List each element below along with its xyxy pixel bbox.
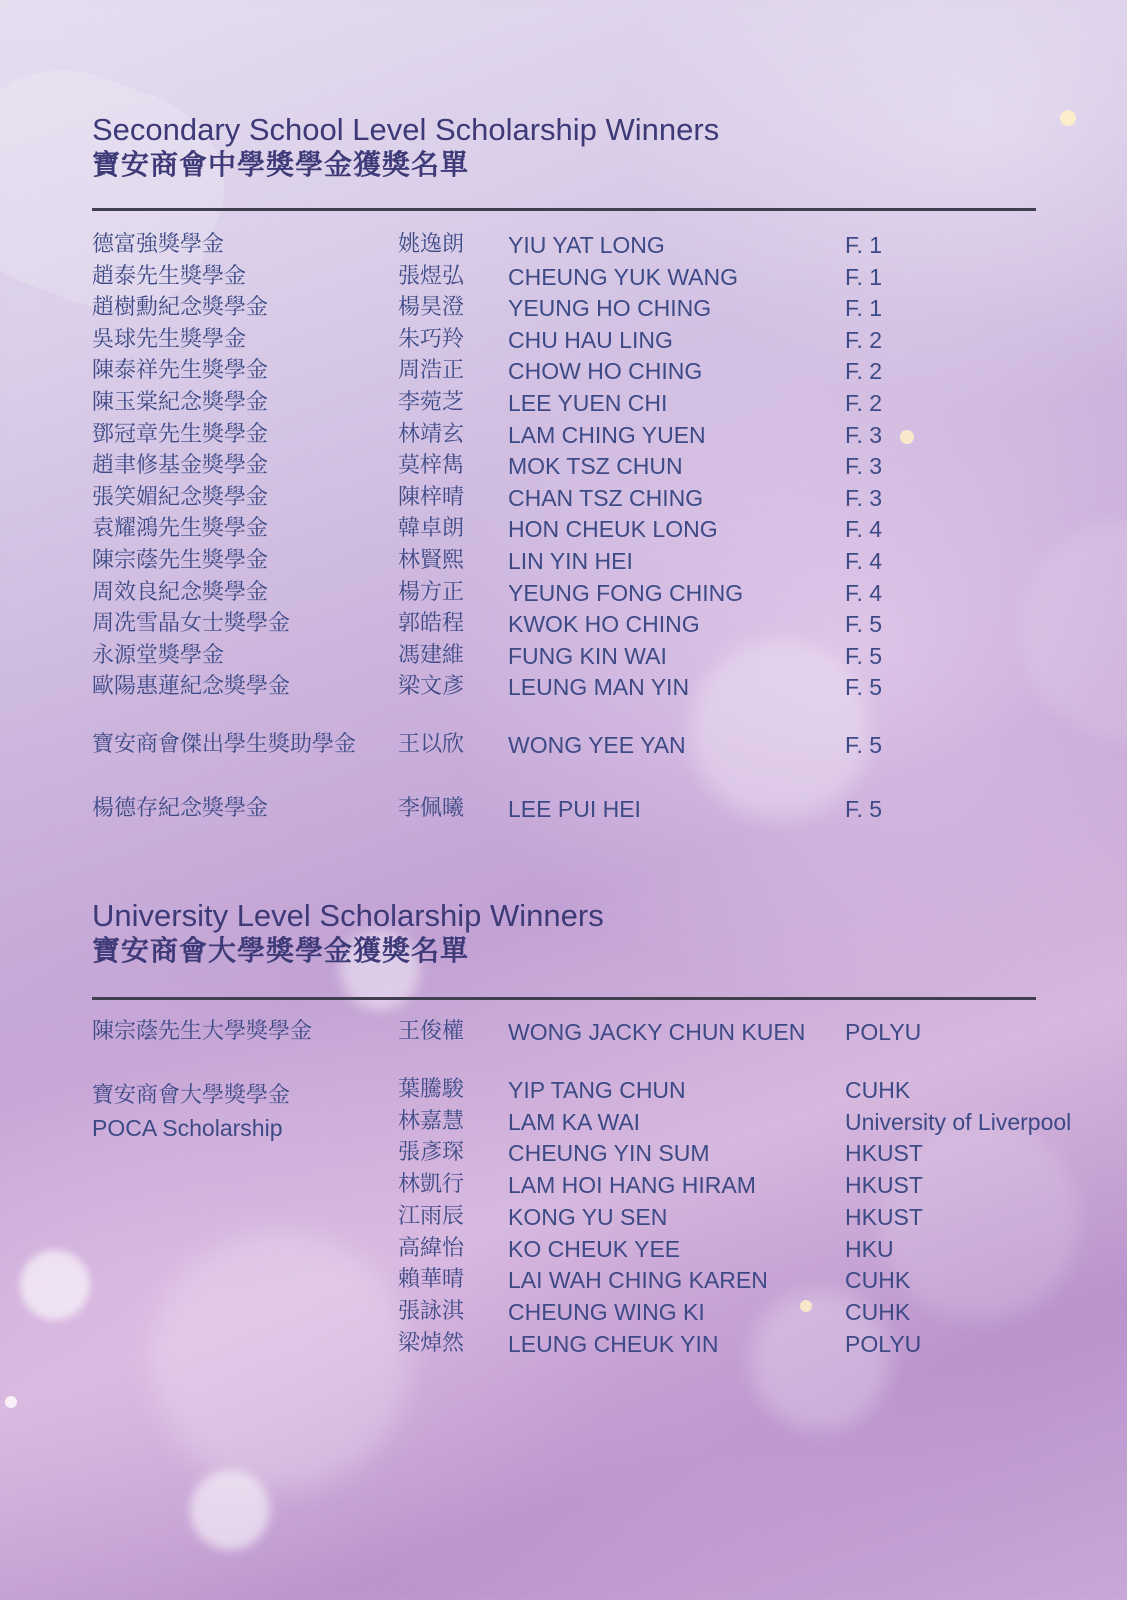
winner-name-zh: 林凱行: [398, 1172, 465, 1198]
winner-form-level: F. 5: [845, 732, 883, 758]
winner-name-zh: 陳梓晴: [398, 484, 465, 510]
table-row: [92, 1328, 1122, 1360]
winner-name-zh: 張詠淇: [398, 1298, 465, 1324]
winner-name-zh: 張煜弘: [398, 263, 465, 289]
winner-name-zh: 張彥琛: [398, 1140, 465, 1166]
winner-name-zh: 葉騰駿: [398, 1077, 465, 1102]
winner-name-zh: 韓卓朗: [398, 516, 465, 542]
winner-name-en: LEE PUI HEI: [508, 795, 641, 822]
award-name: 周效良紀念獎學金: [92, 579, 269, 605]
winner-name-en: YIP TANG CHUN: [508, 1077, 686, 1103]
winner-name-zh: 王以欣: [398, 732, 465, 757]
winner-name-en: MOK TSZ CHUN: [508, 453, 683, 480]
table-row: [92, 1296, 1122, 1328]
winner-school: University of Liverpool: [845, 1108, 1072, 1135]
award-name-en: POCA Scholarship: [92, 1115, 283, 1141]
table-row: [92, 450, 1122, 482]
winner-form-level: F. 4: [845, 548, 883, 574]
table-row: [92, 577, 1122, 609]
winner-name-en: CHOW HO CHING: [508, 358, 703, 385]
winner-form-level: F. 4: [845, 516, 883, 543]
winner-form-level: F. 1: [845, 232, 883, 258]
winner-name-zh: 周浩正: [398, 358, 465, 384]
winner-name-en: CHU HAU LING: [508, 326, 673, 353]
secondary-title-zh: 寶安商會中學獎學金獲獎名單: [92, 148, 470, 181]
table-row: [92, 1137, 1122, 1169]
winner-name-en: WONG JACKY CHUN KUEN: [508, 1019, 806, 1045]
winner-school: POLYU: [845, 1330, 922, 1357]
winner-school: HKUST: [845, 1140, 923, 1167]
table-row: [92, 513, 1122, 545]
winner-name-zh: 李菀芝: [398, 390, 465, 415]
table-row: [92, 545, 1122, 577]
table-row: [92, 419, 1122, 451]
award-name: 陳宗蔭先生獎學金: [92, 548, 269, 573]
winner-name-en: KONG YU SEN: [508, 1203, 668, 1230]
table-row: [92, 355, 1122, 387]
award-name: 德富強獎學金: [92, 232, 225, 257]
winner-name-en: KWOK HO CHING: [508, 611, 700, 638]
table-row: [92, 1106, 1122, 1138]
winner-form-level: F. 1: [845, 295, 883, 322]
winner-school: POLYU: [845, 1019, 922, 1045]
table-row: [92, 261, 1122, 293]
winner-name-zh: 林嘉慧: [398, 1108, 465, 1134]
winner-name-zh: 楊方正: [398, 579, 465, 605]
winner-name-en: YEUNG HO CHING: [508, 295, 712, 322]
table-row: [92, 1264, 1122, 1296]
winner-name-en: KO CHEUK YEE: [508, 1235, 681, 1262]
winner-name-zh: 王俊權: [398, 1019, 465, 1044]
winner-name-en: WONG YEE YAN: [508, 732, 686, 758]
winner-name-en: FUNG KIN WAI: [508, 642, 667, 669]
winner-school: HKU: [845, 1235, 894, 1262]
table-row: [92, 640, 1122, 672]
winner-form-level: F. 4: [845, 579, 883, 606]
winner-name-en: YEUNG FONG CHING: [508, 579, 744, 606]
winner-school: CUHK: [845, 1298, 911, 1325]
winner-name-en: LAM KA WAI: [508, 1108, 641, 1135]
table-row: [92, 793, 1122, 825]
table-row: [92, 387, 1122, 419]
award-name: 吳球先生獎學金: [92, 326, 247, 352]
winner-name-zh: 林靖玄: [398, 421, 465, 447]
winner-name-en: LEUNG MAN YIN: [508, 674, 690, 701]
winner-school: CUHK: [845, 1077, 911, 1103]
award-name: 陳玉棠紀念獎學金: [92, 390, 269, 415]
secondary-heading: [92, 113, 719, 183]
winner-name-zh: 賴華晴: [398, 1267, 465, 1293]
winner-name-en: YIU YAT LONG: [508, 232, 665, 258]
winner-name-en: LIN YIN HEI: [508, 548, 633, 574]
winner-form-level: F. 2: [845, 326, 883, 353]
table-row: [92, 1201, 1122, 1233]
winner-form-level: F. 5: [845, 795, 883, 822]
table-row: [92, 608, 1122, 640]
table-row: [92, 324, 1122, 356]
university-heading: [92, 899, 604, 969]
award-name: 張笑媚紀念獎學金: [92, 484, 269, 510]
table-row: [92, 482, 1122, 514]
winner-name-zh: 朱巧羚: [398, 326, 465, 352]
winner-name-en: CHEUNG WING KI: [508, 1298, 705, 1325]
university-divider: [92, 997, 1036, 1000]
award-name: 寶安商會傑出學生獎助學金: [92, 732, 357, 757]
winner-name-zh: 林賢熙: [398, 548, 465, 573]
winner-form-level: F. 5: [845, 611, 883, 638]
table-row: [92, 671, 1122, 703]
winner-form-level: F. 2: [845, 390, 883, 416]
award-name: 永源堂獎學金: [92, 642, 225, 668]
winner-name-zh: 江雨辰: [398, 1203, 465, 1229]
winner-name-en: LAM CHING YUEN: [508, 421, 706, 448]
table-row: [92, 229, 1122, 261]
winner-name-zh: 高緯怡: [398, 1235, 465, 1261]
award-name: 周冼雪晶女士獎學金: [92, 611, 291, 637]
winner-school: HKUST: [845, 1203, 923, 1230]
winner-name-zh: 姚逸朗: [398, 232, 465, 257]
winner-form-level: F. 3: [845, 453, 883, 480]
secondary-title-en: Secondary School Level Scholarship Winners: [92, 112, 720, 147]
winner-name-zh: 馮建維: [398, 642, 465, 668]
award-name: 鄧冠章先生獎學金: [92, 421, 269, 447]
table-row: [92, 292, 1122, 324]
winner-form-level: F. 5: [845, 642, 883, 669]
university-title-en: University Level Scholarship Winners: [92, 898, 604, 933]
winner-name-en: HON CHEUK LONG: [508, 516, 718, 543]
winner-name-zh: 楊昊澄: [398, 295, 465, 321]
winner-name-en: LEE YUEN CHI: [508, 390, 668, 416]
award-name: 趙樹勳紀念獎學金: [92, 295, 269, 321]
award-name: 袁耀鴻先生獎學金: [92, 516, 269, 542]
winner-name-en: CHEUNG YUK WANG: [508, 263, 739, 290]
winner-name-zh: 郭皓程: [398, 611, 465, 637]
winner-name-zh: 梁焯然: [398, 1330, 465, 1356]
winner-name-zh: 李佩曦: [398, 795, 465, 821]
award-name: 趙泰先生獎學金: [92, 263, 247, 289]
winner-name-en: CHEUNG YIN SUM: [508, 1140, 710, 1167]
award-name: 趙聿修基金獎學金: [92, 453, 269, 479]
winner-form-level: F. 3: [845, 421, 883, 448]
winner-form-level: F. 1: [845, 263, 883, 290]
table-row: [92, 729, 1122, 761]
winner-name-en: LAM HOI HANG HIRAM: [508, 1172, 756, 1199]
winner-name-en: CHAN TSZ CHING: [508, 484, 704, 511]
winner-name-en: LAI WAH CHING KAREN: [508, 1267, 768, 1294]
university-title-zh: 寶安商會大學獎學金獲獎名單: [92, 934, 470, 967]
winner-name-zh: 梁文彥: [398, 674, 465, 700]
table-row: [92, 1016, 1122, 1048]
award-name: 楊德存紀念獎學金: [92, 795, 269, 821]
award-name: 陳泰祥先生獎學金: [92, 358, 269, 384]
award-name: 歐陽惠蓮紀念獎學金: [92, 674, 291, 700]
award-name: 寶安商會大學獎學金: [92, 1083, 291, 1108]
winner-form-level: F. 2: [845, 358, 883, 385]
award-name: 陳宗蔭先生大學獎學金: [92, 1019, 313, 1044]
winner-name-zh: 莫梓雋: [398, 453, 465, 479]
table-row: [92, 1233, 1122, 1265]
table-row: [92, 1074, 1122, 1106]
winner-form-level: F. 3: [845, 484, 883, 511]
table-row: [92, 1169, 1122, 1201]
winner-name-en: LEUNG CHEUK YIN: [508, 1330, 719, 1357]
winner-school: HKUST: [845, 1172, 923, 1199]
winner-form-level: F. 5: [845, 674, 883, 701]
winner-school: CUHK: [845, 1267, 911, 1294]
secondary-divider: [92, 208, 1036, 211]
